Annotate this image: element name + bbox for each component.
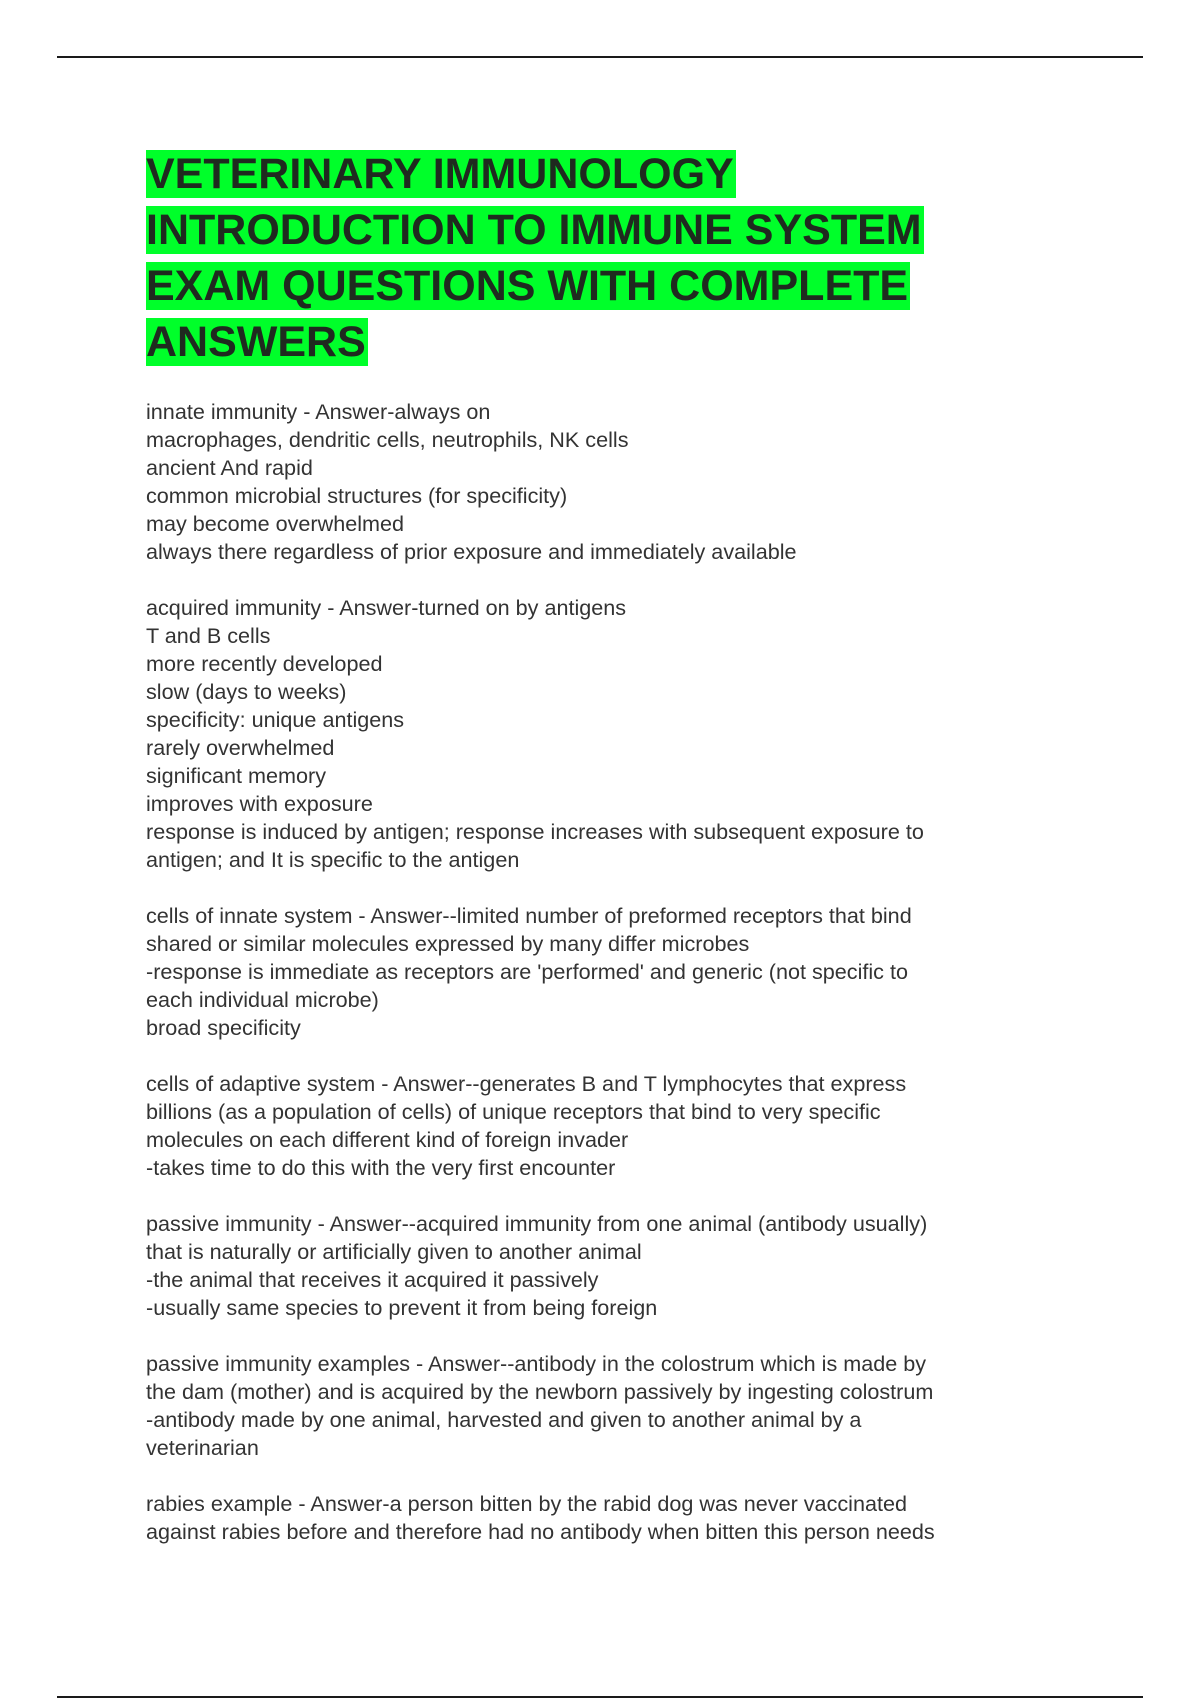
entry-line: billions (as a population of cells) of unique receptors that bind to very specific	[146, 1099, 881, 1124]
entry-line: -takes time to do this with the very first encounter	[146, 1155, 616, 1180]
qa-entry	[146, 1210, 1046, 1322]
entry-line: may become overwhelmed	[146, 511, 405, 536]
entry-line: response is induced by antigen; response increases with subsequent exposure to	[146, 819, 924, 844]
entry-line: that is naturally or artificially given to another animal	[146, 1239, 642, 1264]
entry-line: ancient And rapid	[146, 455, 313, 480]
qa-entry	[146, 594, 1046, 874]
title-highlight: VETERINARY IMMUNOLOGY INTRODUCTION TO IMMUNE SYSTEM EXAM QUESTIONS WITH COMPLETE ANSWERS	[146, 150, 922, 366]
entry-line: -response is immediate as receptors are 'performed' and generic (not specific to	[146, 959, 908, 984]
qa-entry	[146, 1070, 1046, 1182]
entry-line: molecules on each different kind of foreign invader	[146, 1127, 629, 1152]
entry-line: acquired immunity - Answer-turned on by antigens	[146, 595, 627, 620]
entry-line: passive immunity - Answer--acquired immunity from one animal (antibody usually)	[146, 1211, 928, 1236]
qa-entry	[146, 398, 1046, 566]
entry-line: rarely overwhelmed	[146, 735, 335, 760]
entry-line: each individual microbe)	[146, 987, 379, 1012]
qa-entry	[146, 902, 1046, 1042]
entry-line: cells of innate system - Answer--limited number of preformed receptors that bind	[146, 903, 912, 928]
entry-line: improves with exposure	[146, 791, 373, 816]
entry-line: macrophages, dendritic cells, neutrophils, NK cells	[146, 427, 629, 452]
entry-line: passive immunity examples - Answer--antibody in the colostrum which is made by	[146, 1351, 927, 1376]
entry-line: the dam (mother) and is acquired by the newborn passively by ingesting colostrum	[146, 1379, 934, 1404]
entry-line: T and B cells	[146, 623, 271, 648]
entry-line: slow (days to weeks)	[146, 679, 347, 704]
entry-line: cells of adaptive system - Answer--generates B and T lymphocytes that express	[146, 1071, 907, 1096]
top-rule	[57, 56, 1143, 58]
qa-entries	[146, 398, 1046, 1546]
entry-line: against rabies before and therefore had no antibody when bitten this person needs	[146, 1519, 935, 1544]
entry-line: specificity: unique antigens	[146, 707, 405, 732]
document-body	[146, 146, 1046, 1574]
entry-line: significant memory	[146, 763, 327, 788]
entry-line: more recently developed	[146, 651, 383, 676]
entry-line: -the animal that receives it acquired it passively	[146, 1267, 599, 1292]
entry-line: innate immunity - Answer-always on	[146, 399, 491, 424]
entry-line: antigen; and It is specific to the antigen	[146, 847, 520, 872]
entry-line: rabies example - Answer-a person bitten by the rabid dog was never vaccinated	[146, 1491, 908, 1516]
entry-line: veterinarian	[146, 1435, 259, 1460]
qa-entry	[146, 1490, 1046, 1546]
entry-line: -antibody made by one animal, harvested and given to another animal by a	[146, 1407, 862, 1432]
bottom-rule	[57, 1696, 1143, 1698]
entry-line: always there regardless of prior exposure and immediately available	[146, 539, 797, 564]
entry-line: common microbial structures (for specificity)	[146, 483, 568, 508]
qa-entry	[146, 1350, 1046, 1462]
entry-line: -usually same species to prevent it from being foreign	[146, 1295, 658, 1320]
document-title	[146, 146, 1046, 370]
entry-line: shared or similar molecules expressed by many differ microbes	[146, 931, 750, 956]
entry-line: broad specificity	[146, 1015, 301, 1040]
